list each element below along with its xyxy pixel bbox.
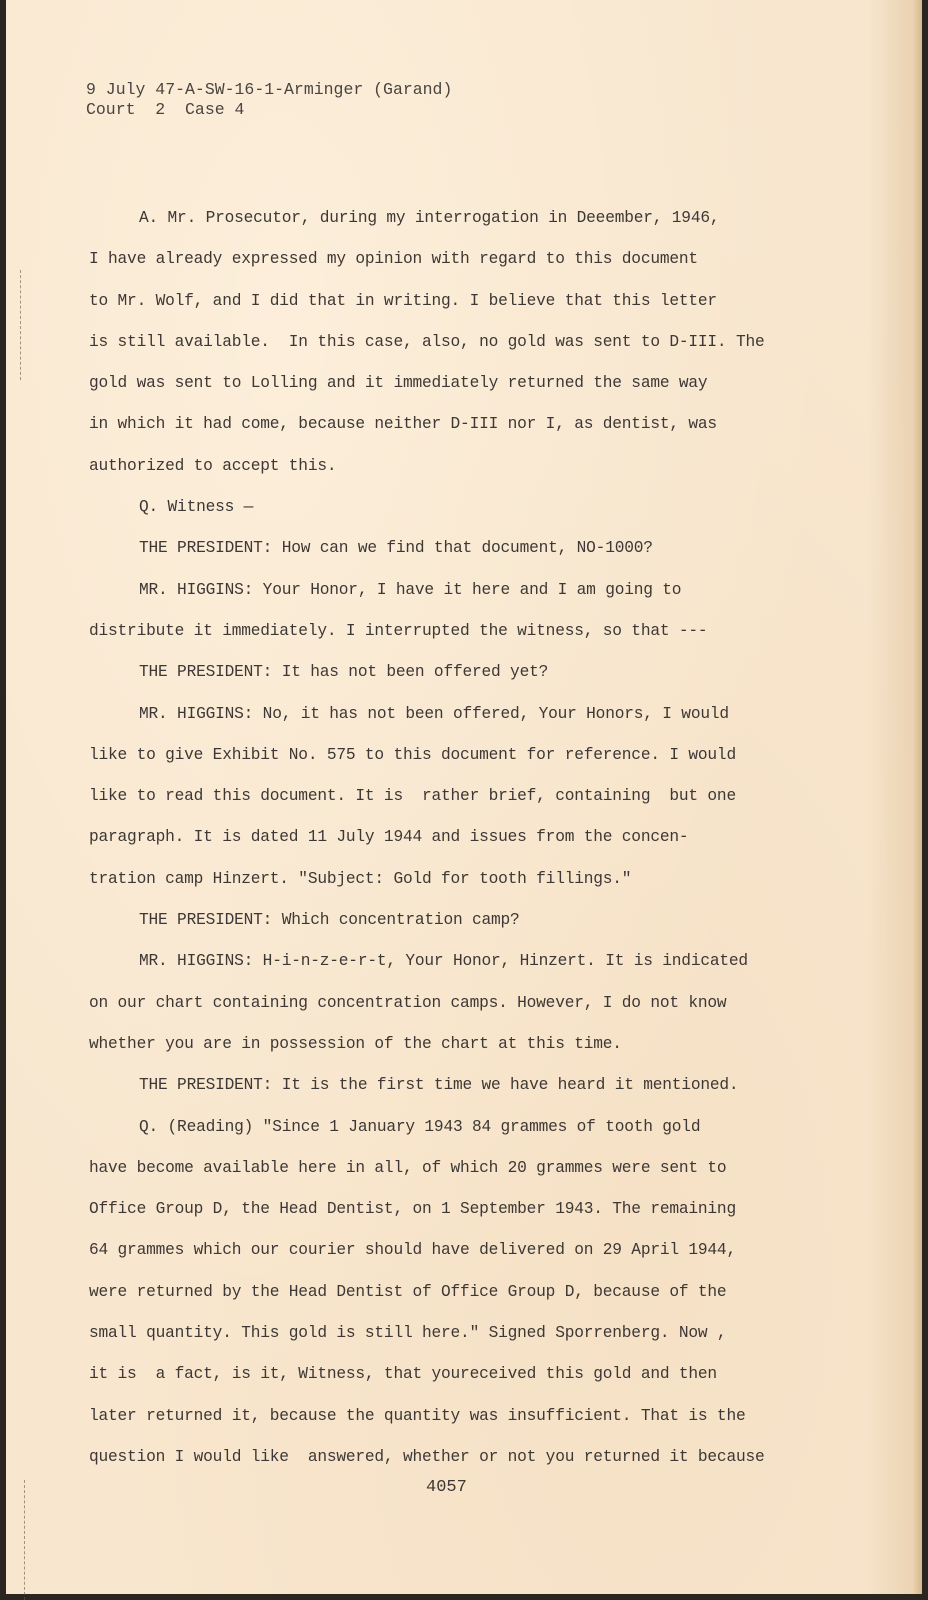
transcript-body [89, 198, 829, 1478]
transcript-line: THE PRESIDENT: Which concentration camp? [139, 911, 520, 930]
transcript-line: on our chart containing concentration camps. However, I do not know [89, 993, 727, 1012]
transcript-line: THE PRESIDENT: How can we find that document, NO-1000? [139, 539, 653, 558]
margin-mark [20, 270, 29, 380]
transcript-line: small quantity. This gold is still here." Signed Sporrenberg. Now , [89, 1324, 727, 1343]
transcript-line: whether you are in possession of the chart at this time. [89, 1034, 622, 1053]
transcript-line: Q. Witness — [139, 498, 254, 517]
transcript-line: question I would like answered, whether or not you returned it because [89, 1447, 765, 1466]
transcript-line: I have already expressed my opinion with regard to this document [89, 250, 698, 269]
transcript-line: in which it had come, because neither D-III nor I, as dentist, was [89, 415, 717, 434]
header-date-reference: 9 July 47-A-SW-16-1-Arminger (Garand) [86, 80, 453, 99]
page-edge [914, 0, 922, 1594]
page-number: 4057 [426, 1478, 467, 1497]
transcript-line: 64 grammes which our courier should have delivered on 29 April 1944, [89, 1241, 736, 1260]
document-page [6, 0, 922, 1594]
transcript-line: like to read this document. It is rather brief, containing but one [89, 787, 736, 806]
margin-mark [24, 1480, 33, 1600]
document-header [86, 80, 452, 120]
transcript-line: gold was sent to Lolling and it immediately returned the same way [89, 374, 708, 393]
transcript-line: have become available here in all, of which 20 grammes were sent to [89, 1158, 727, 1177]
transcript-line: is still available. In this case, also, no gold was sent to D-III. The [89, 332, 765, 351]
transcript-line: paragraph. It is dated 11 July 1944 and issues from the concen- [89, 828, 689, 847]
transcript-line: like to give Exhibit No. 575 to this document for reference. I would [89, 745, 736, 764]
transcript-line: THE PRESIDENT: It is the first time we have heard it mentioned. [139, 1076, 739, 1095]
header-court-case: Court 2 Case 4 [86, 100, 245, 119]
transcript-line: authorized to accept this. [89, 456, 337, 475]
transcript-line: to Mr. Wolf, and I did that in writing. I believe that this letter [89, 291, 717, 310]
transcript-line: THE PRESIDENT: It has not been offered yet? [139, 663, 549, 682]
transcript-line: distribute it immediately. I interrupted the witness, so that --- [89, 621, 708, 640]
transcript-line: Q. (Reading) "Since 1 January 1943 84 grammes of tooth gold [139, 1117, 701, 1136]
transcript-line: were returned by the Head Dentist of Office Group D, because of the [89, 1282, 727, 1301]
transcript-line: MR. HIGGINS: No, it has not been offered, Your Honors, I would [139, 704, 729, 723]
transcript-line: Office Group D, the Head Dentist, on 1 September 1943. The remaining [89, 1200, 736, 1219]
transcript-line: later returned it, because the quantity was insufficient. That is the [89, 1406, 746, 1425]
transcript-line: tration camp Hinzert. "Subject: Gold for tooth fillings." [89, 869, 632, 888]
transcript-line: MR. HIGGINS: H-i-n-z-e-r-t, Your Honor, Hinzert. It is indicated [139, 952, 748, 971]
transcript-line: A. Mr. Prosecutor, during my interrogation in Deeember, 1946, [139, 209, 720, 227]
transcript-line: MR. HIGGINS: Your Honor, I have it here and I am going to [139, 580, 682, 599]
transcript-line: it is a fact, is it, Witness, that youreceived this gold and then [89, 1365, 717, 1384]
